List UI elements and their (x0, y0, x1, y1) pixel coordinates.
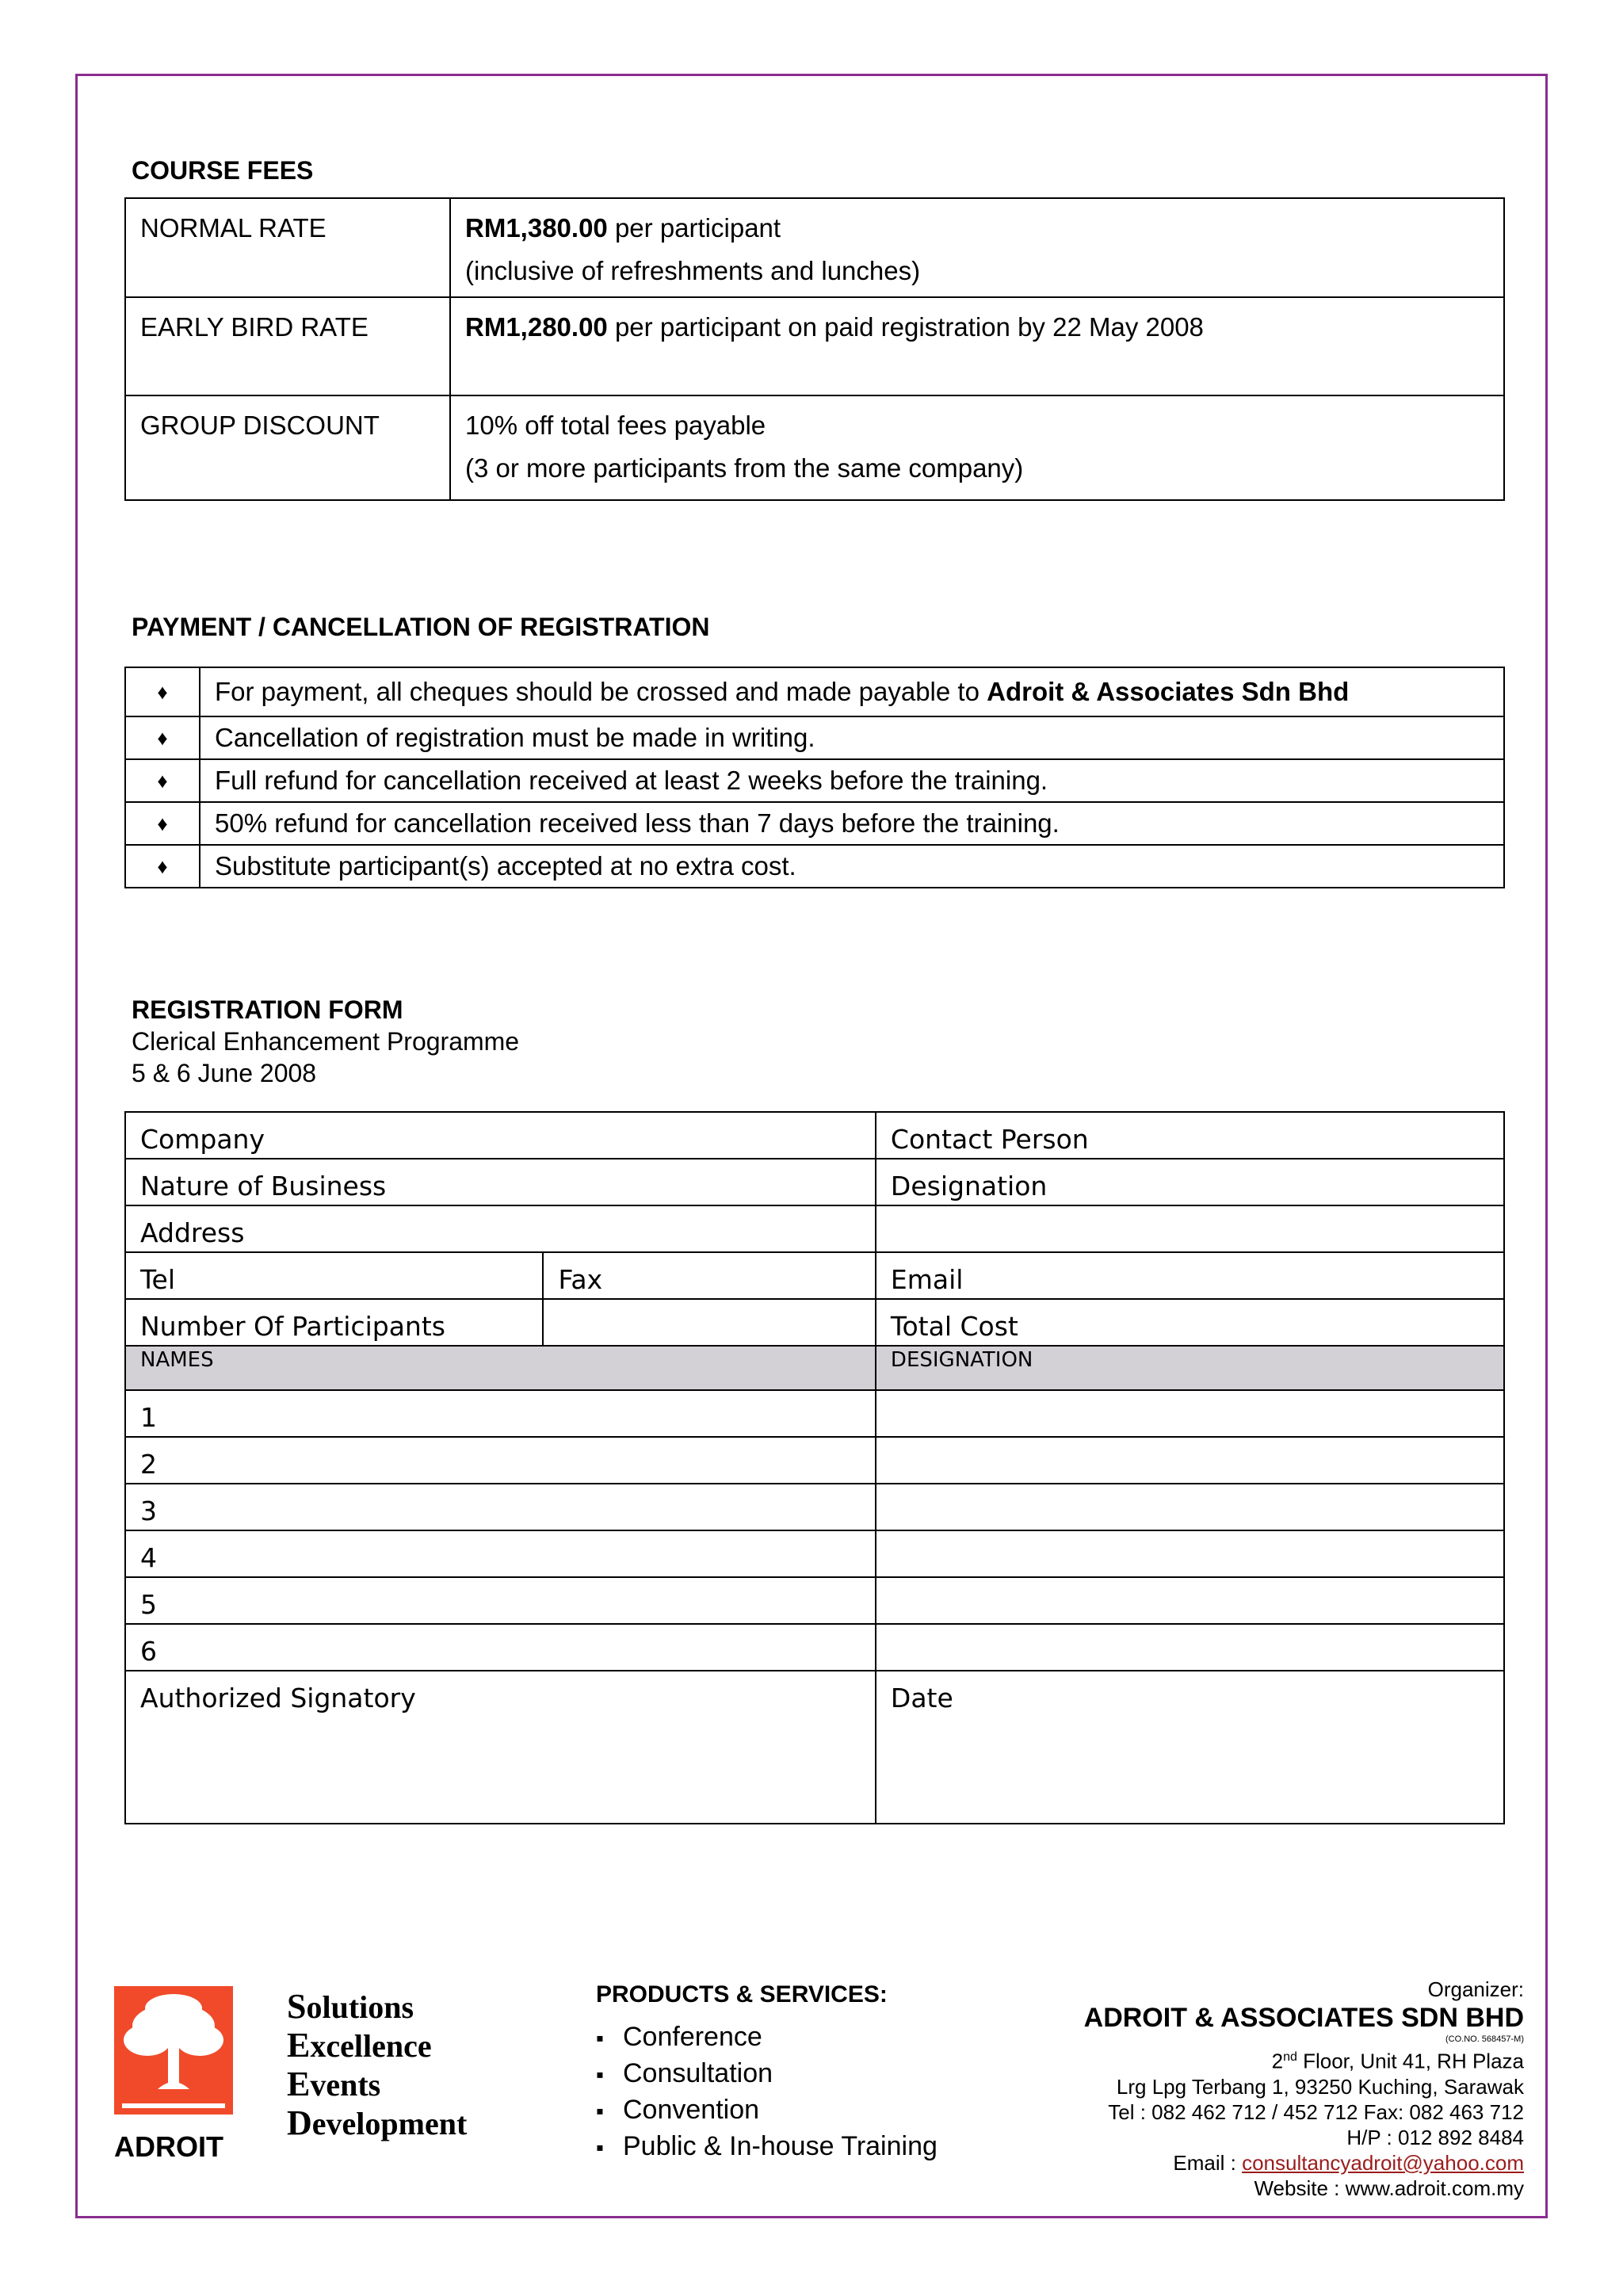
tagline-line: Events (287, 2065, 381, 2103)
diamond-bullet-icon: ♦ (125, 802, 200, 845)
fee-amount: RM1,280.00 (465, 312, 608, 342)
payment-row (125, 759, 1504, 802)
diamond-bullet-icon: ♦ (125, 759, 200, 802)
fee-detail (450, 297, 1504, 395)
tagline (287, 1988, 467, 2143)
participant-name[interactable]: 2 (125, 1437, 876, 1484)
payment-text: Cancellation of registration must be made in writing. (200, 716, 1504, 759)
payment-row (125, 716, 1504, 759)
participant-designation[interactable] (876, 1530, 1504, 1577)
signature-row (125, 1671, 1504, 1824)
names-header: NAMES (125, 1346, 876, 1390)
fee-text: per participant on paid registration by 22 May 2008 (607, 312, 1204, 342)
diamond-bullet-icon: ♦ (125, 845, 200, 888)
payment-table (124, 667, 1505, 888)
product-item: ▪ Conference (596, 2019, 938, 2056)
organizer-block (953, 1977, 1524, 2201)
form-row (125, 1299, 1504, 1346)
fee-note: (3 or more participants from the same company) (465, 453, 1024, 483)
address-field-extra[interactable] (876, 1205, 1504, 1252)
payment-title: PAYMENT / CANCELLATION OF REGISTRATION (132, 613, 710, 641)
participant-name[interactable]: 3 (125, 1484, 876, 1530)
fee-row (125, 198, 1504, 297)
form-row (125, 1205, 1504, 1252)
registration-table (124, 1111, 1505, 1824)
contact-person-field[interactable]: Contact Person (876, 1112, 1504, 1159)
address-line-1: 2nd Floor, Unit 41, RH Plaza (1271, 2049, 1524, 2073)
participant-designation[interactable] (876, 1577, 1504, 1624)
products-title: PRODUCTS & SERVICES: (596, 1981, 888, 2008)
email-field[interactable]: Email (876, 1252, 1504, 1299)
organizer-label: Organizer: (1427, 1977, 1524, 2001)
fee-text: 10% off total fees payable (465, 411, 766, 440)
designation-header: DESIGNATION (876, 1346, 1504, 1390)
diamond-bullet-icon: ♦ (125, 667, 200, 716)
payment-text: For payment, all cheques should be crossed and made payable to Adroit & Associates Sdn Bhd (200, 667, 1504, 716)
products-list (596, 2019, 938, 2165)
fee-text: per participant (607, 213, 781, 243)
fax-field[interactable]: Fax (543, 1252, 875, 1299)
authorized-signatory-field[interactable]: Authorized Signatory (125, 1671, 876, 1824)
address-line-2: Lrg Lpg Terbang 1, 93250 Kuching, Sarawak (1116, 2074, 1524, 2099)
logo-text: ADROIT (114, 2130, 223, 2163)
participants-field[interactable]: Number Of Participants (125, 1299, 543, 1346)
diamond-bullet-icon: ♦ (125, 716, 200, 759)
designation-field[interactable]: Designation (876, 1159, 1504, 1205)
course-fees-title: COURSE FEES (132, 156, 314, 185)
products-services (596, 1981, 938, 2165)
participant-designation[interactable] (876, 1624, 1504, 1671)
email-link[interactable]: consultancyadroit@yahoo.com (1242, 2150, 1524, 2175)
participant-designation[interactable] (876, 1484, 1504, 1530)
payment-text: Substitute participant(s) accepted at no extra cost. (200, 845, 1504, 888)
email-line: Email : consultancyadroit@yahoo.com (1173, 2150, 1524, 2175)
product-item: ▪ Consultation (596, 2056, 938, 2092)
address-field[interactable]: Address (125, 1205, 876, 1252)
product-item: ▪ Convention (596, 2092, 938, 2129)
course-fees-table (124, 197, 1505, 501)
tree-icon (114, 1986, 233, 2115)
fee-detail (450, 395, 1504, 500)
participant-name[interactable]: 6 (125, 1624, 876, 1671)
fee-detail (450, 198, 1504, 297)
fee-label: NORMAL RATE (125, 198, 450, 297)
payment-row (125, 845, 1504, 888)
tel-fax: Tel : 082 462 712 / 452 712 Fax: 082 463 712 (1108, 2099, 1524, 2124)
participant-designation[interactable] (876, 1390, 1504, 1437)
payment-text: 50% refund for cancellation received less than 7 days before the training. (200, 802, 1504, 845)
date-field[interactable]: Date (876, 1671, 1504, 1824)
fee-note: (inclusive of refreshments and lunches) (465, 256, 921, 285)
form-row (125, 1112, 1504, 1159)
adroit-tree-logo (114, 1986, 233, 2115)
form-row (125, 1252, 1504, 1299)
handphone: H/P : 012 892 8484 (1346, 2125, 1524, 2149)
organizer-company-name: ADROIT & ASSOCIATES SDN BHD (1083, 2003, 1524, 2033)
form-row (125, 1159, 1504, 1205)
company-field[interactable]: Company (125, 1112, 876, 1159)
website-line: Website : www.adroit.com.my (1254, 2176, 1524, 2200)
fee-row (125, 395, 1504, 500)
total-cost-field[interactable]: Total Cost (876, 1299, 1504, 1346)
participant-row (125, 1530, 1504, 1577)
payment-row (125, 802, 1504, 845)
programme-date: 5 & 6 June 2008 (132, 1059, 317, 1087)
participant-row (125, 1437, 1504, 1484)
participant-designation[interactable] (876, 1437, 1504, 1484)
nature-of-business-field[interactable]: Nature of Business (125, 1159, 876, 1205)
registration-title: REGISTRATION FORM (132, 995, 403, 1024)
tagline-line: Development (287, 2103, 468, 2142)
product-item: ▪ Public & In-house Training (596, 2129, 938, 2165)
participant-row (125, 1624, 1504, 1671)
fee-label: EARLY BIRD RATE (125, 297, 450, 395)
programme-name: Clerical Enhancement Programme (132, 1027, 520, 1056)
participant-name[interactable]: 5 (125, 1577, 876, 1624)
tagline-line: Excellence (287, 2026, 432, 2065)
payment-text: Full refund for cancellation received at least 2 weeks before the training. (200, 759, 1504, 802)
participant-name[interactable]: 1 (125, 1390, 876, 1437)
participants-value[interactable] (543, 1299, 875, 1346)
payment-row (125, 667, 1504, 716)
names-header-row (125, 1346, 1504, 1390)
fee-label: GROUP DISCOUNT (125, 395, 450, 500)
tel-field[interactable]: Tel (125, 1252, 543, 1299)
fee-row (125, 297, 1504, 395)
company-number: (CO.NO. 568457-M) (1445, 2034, 1524, 2044)
payee-name: Adroit & Associates Sdn Bhd (987, 677, 1350, 706)
participant-row (125, 1484, 1504, 1530)
participant-row (125, 1390, 1504, 1437)
tagline-line: Solutions (287, 1987, 414, 2026)
participant-name[interactable]: 4 (125, 1530, 876, 1577)
participant-row (125, 1577, 1504, 1624)
fee-amount: RM1,380.00 (465, 213, 608, 243)
